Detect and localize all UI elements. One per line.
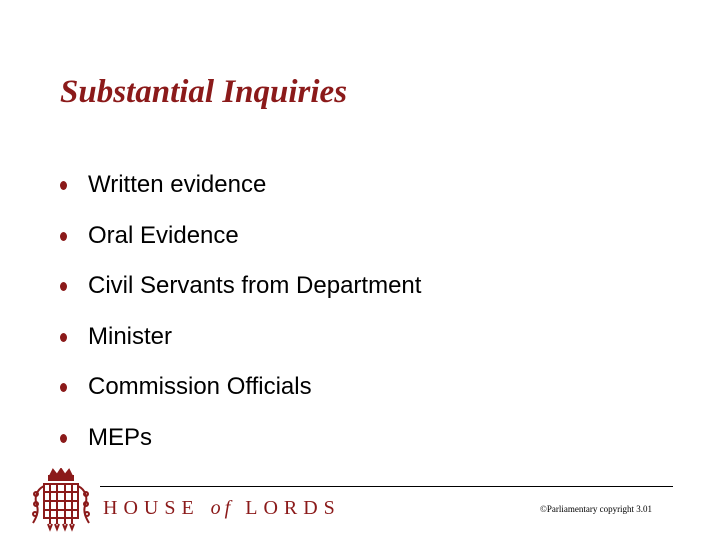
bullet-dot-icon [60, 333, 67, 342]
bullet-item [60, 419, 421, 470]
bullet-dot-icon [60, 282, 67, 291]
bullet-dot-icon [60, 383, 67, 392]
bullet-item [60, 217, 421, 268]
bullet-item [60, 166, 421, 217]
house-of-lords-wordmark [103, 497, 341, 520]
slide-title: Substantial Inquiries [60, 74, 348, 110]
bullet-dot-icon [60, 181, 67, 190]
copyright-notice: ©Parliamentary copyright 3.01 [540, 504, 653, 514]
bullet-label: Oral Evidence [88, 221, 239, 249]
bullet-item [60, 267, 421, 318]
of-word: of [210, 497, 235, 519]
bullet-label: MEPs [88, 423, 153, 451]
bullet-list [60, 166, 421, 469]
lords-word: LORDS [245, 497, 341, 519]
bullet-label: Minister [88, 322, 173, 350]
footer-divider [100, 486, 673, 487]
bullet-dot-icon [60, 434, 67, 443]
bullet-item [60, 318, 421, 369]
bullet-label: Commission Officials [88, 373, 312, 400]
bullet-item [60, 368, 421, 419]
bullet-label: Civil Servants from Department [88, 272, 422, 299]
bullet-label: Written evidence [88, 171, 267, 198]
house-word: HOUSE [103, 497, 200, 519]
portcullis-icon [28, 468, 94, 532]
bullet-dot-icon [60, 232, 67, 241]
